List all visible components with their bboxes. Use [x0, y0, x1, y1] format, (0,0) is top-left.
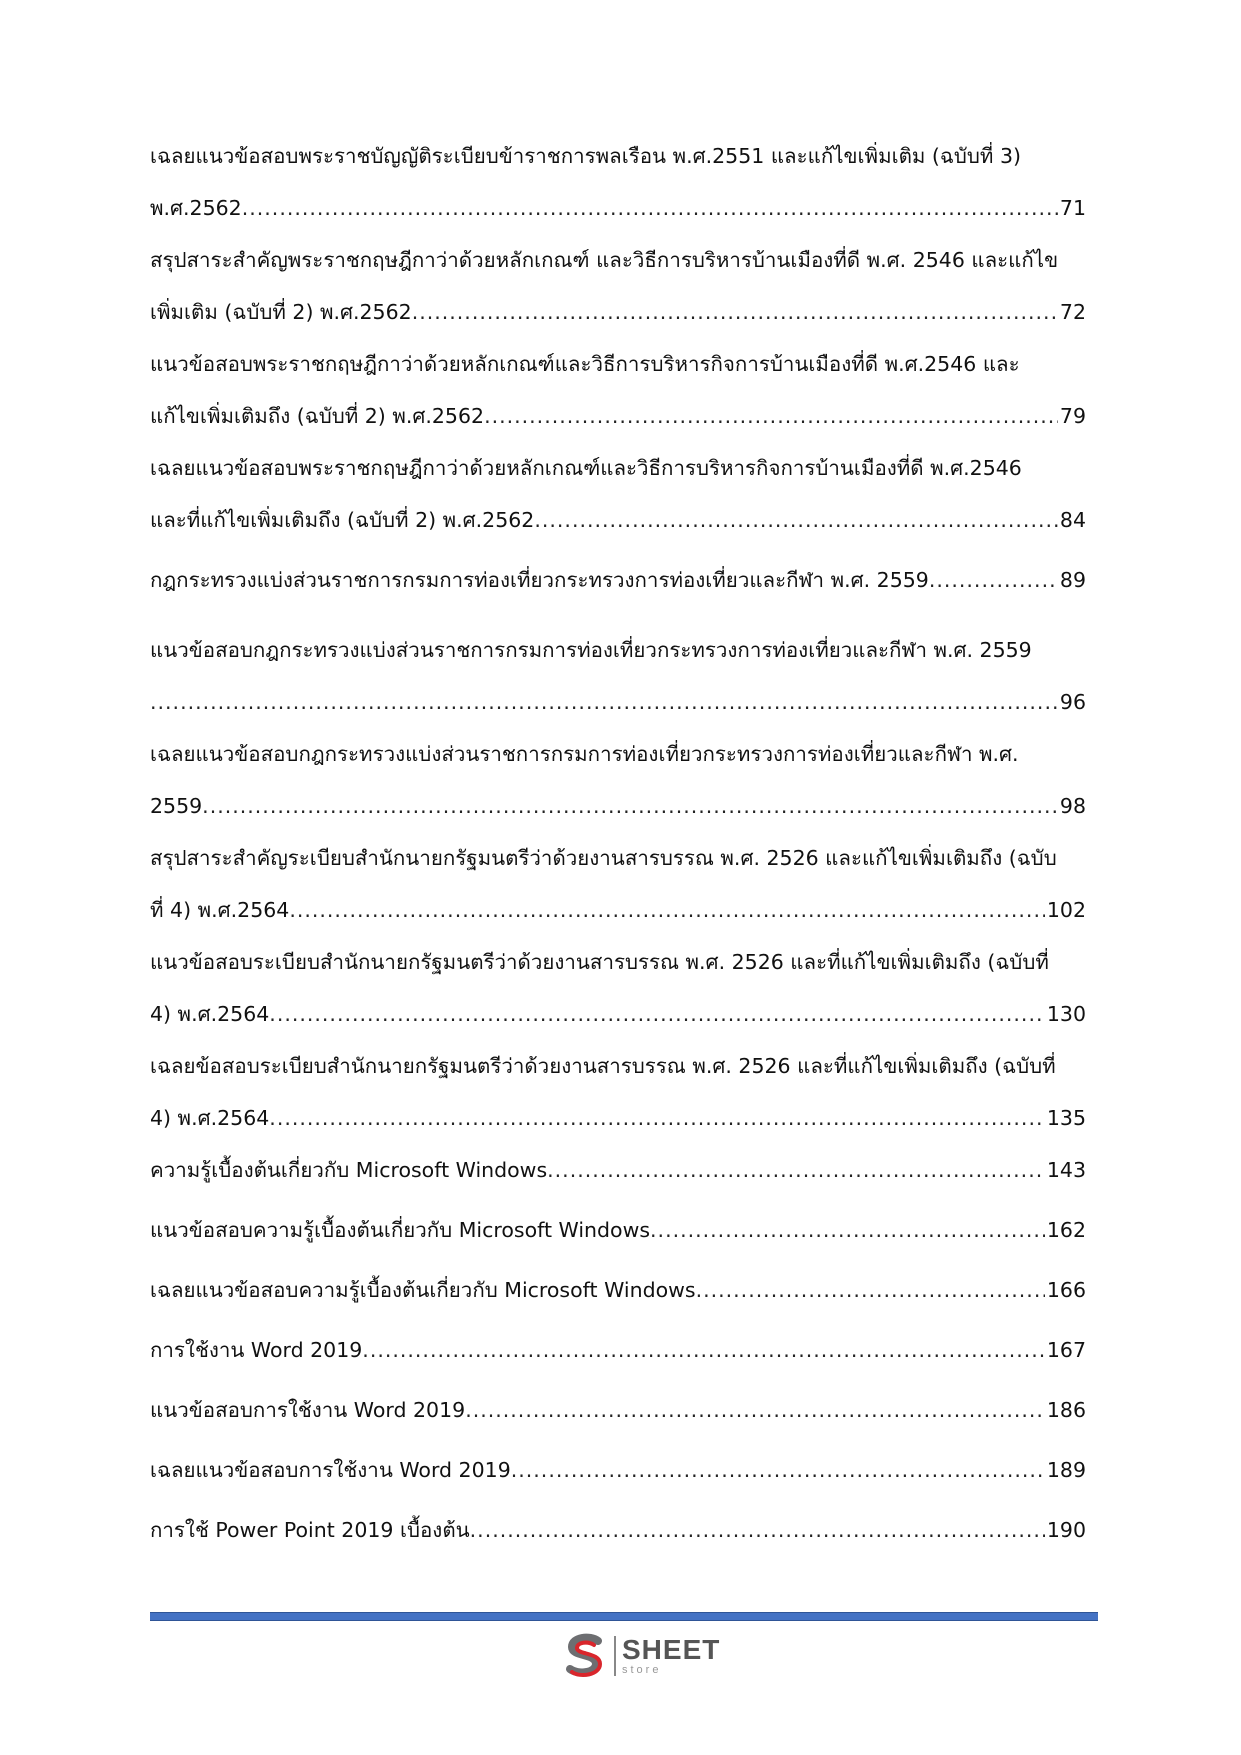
toc-page-number: 96 — [1059, 690, 1086, 714]
toc-entry[interactable] — [150, 454, 1086, 534]
toc-page-number: 79 — [1059, 404, 1086, 428]
logo-brand: SHEET — [622, 1634, 721, 1665]
toc-entry-title-line1: เฉลยแนวข้อสอบพระราชบัญญัติระเบียบข้าราชการพลเรือน พ.ศ.2551 และแก้ไขเพิ่มเติม (ฉบับที่ 3) — [150, 144, 1021, 168]
toc-entry-title-line2: แก้ไขเพิ่มเติมถึง (ฉบับที่ 2) พ.ศ.2562 — [150, 404, 485, 428]
toc-entry[interactable] — [150, 1276, 1086, 1304]
toc-page-number: 166 — [1046, 1278, 1086, 1302]
toc-entry-title-line1: เฉลยแนวข้อสอบพระราชกฤษฎีกาว่าด้วยหลักเกณฑ์และวิธีการบริหารกิจการบ้านเมืองที่ดี พ.ศ.2546 — [150, 456, 1022, 480]
toc-page-number: 190 — [1046, 1518, 1086, 1542]
toc-entry[interactable] — [150, 1516, 1086, 1544]
logo-subtitle: store — [622, 1664, 662, 1676]
dot-leader — [696, 1276, 1045, 1304]
toc-entry-title-line1: สรุปสาระสำคัญระเบียบสำนักนายกรัฐมนตรีว่าด้วยงานสารบรรณ พ.ศ. 2526 และแก้ไขเพิ่มเติมถึง (ฉบับ — [150, 846, 1057, 870]
toc-entry-title-line1: เฉลยแนวข้อสอบกฎกระทรวงแบ่งส่วนราชการกรมการท่องเที่ยวกระทรวงการท่องเที่ยวและกีฬา พ.ศ. — [150, 742, 1019, 766]
toc-entry[interactable] — [150, 1216, 1086, 1244]
toc-entry-title-line2: เพิ่มเติม (ฉบับที่ 2) พ.ศ.2562 — [150, 300, 412, 324]
toc-page-number: 89 — [1059, 568, 1086, 592]
toc-entry-title-line2: 4) พ.ศ.2564 — [150, 1002, 270, 1026]
toc-entry[interactable] — [150, 1052, 1086, 1132]
toc-entry-title: การใช้ Power Point 2019 เบื้องต้น — [150, 1518, 470, 1542]
toc-entry[interactable] — [150, 1396, 1086, 1424]
toc-page-number: 143 — [1046, 1158, 1086, 1182]
dot-leader — [412, 298, 1058, 326]
toc-entry[interactable] — [150, 350, 1086, 430]
toc-entry[interactable] — [150, 844, 1086, 924]
toc-entry-title-line1: สรุปสาระสำคัญพระราชกฤษฎีกาว่าด้วยหลักเกณฑ์ และวิธีการบริหารบ้านเมืองที่ดี พ.ศ. 2546 และแก้ไข — [150, 248, 1059, 272]
toc-page-number: 84 — [1059, 508, 1086, 532]
footer-rule — [150, 1612, 1098, 1621]
toc-entry-title-line1: แนวข้อสอบระเบียบสำนักนายกรัฐมนตรีว่าด้วยงานสารบรรณ พ.ศ. 2526 และที่แก้ไขเพิ่มเติมถึง (ฉบับที่ — [150, 950, 1049, 974]
toc-page-number: 72 — [1059, 300, 1086, 324]
toc-entry-title: เฉลยแนวข้อสอบความรู้เบื้องต้นเกี่ยวกับ Microsoft Windows — [150, 1278, 696, 1302]
dot-leader — [534, 506, 1058, 534]
sheet-store-logo — [560, 1630, 740, 1682]
toc-page-number: 130 — [1046, 1002, 1086, 1026]
toc-entry-title: ความรู้เบื้องต้นเกี่ยวกับ Microsoft Windows — [150, 1158, 548, 1182]
toc-entry-title: การใช้งาน Word 2019 — [150, 1338, 363, 1362]
dot-leader — [547, 1156, 1045, 1184]
sheet-store-s-icon — [560, 1631, 610, 1681]
dot-leader — [362, 1336, 1045, 1364]
toc-entry[interactable] — [150, 1336, 1086, 1364]
dot-leader — [470, 1516, 1045, 1544]
dot-leader — [269, 1104, 1045, 1132]
toc-entry[interactable] — [150, 1156, 1086, 1184]
toc-entry-title-line2: 4) พ.ศ.2564 — [150, 1106, 270, 1130]
dot-leader — [289, 896, 1045, 924]
toc-entry-title: เฉลยแนวข้อสอบการใช้งาน Word 2019 — [150, 1458, 511, 1482]
toc-entry[interactable] — [150, 948, 1086, 1028]
toc-entry-title: แนวข้อสอบการใช้งาน Word 2019 — [150, 1398, 466, 1422]
toc-entry-title: แนวข้อสอบความรู้เบื้องต้นเกี่ยวกับ Microsoft Windows — [150, 1218, 651, 1242]
dot-leader — [465, 1396, 1045, 1424]
toc-page-number: 98 — [1059, 794, 1086, 818]
dot-leader — [242, 194, 1058, 222]
toc-page-number: 71 — [1059, 196, 1086, 220]
toc-entry-title-line1: เฉลยข้อสอบระเบียบสำนักนายกรัฐมนตรีว่าด้วยงานสารบรรณ พ.ศ. 2526 และที่แก้ไขเพิ่มเติมถึง (ฉบับที่ — [150, 1054, 1056, 1078]
toc-entry-title-line2: 2559 — [150, 794, 203, 818]
toc-entry[interactable] — [150, 1456, 1086, 1484]
toc-page-number: 135 — [1046, 1106, 1086, 1130]
toc-entry[interactable] — [150, 246, 1086, 326]
toc-entry-title-line2: พ.ศ.2562 — [150, 196, 242, 220]
dot-leader — [650, 1216, 1045, 1244]
dot-leader — [269, 1000, 1045, 1028]
dot-leader — [202, 792, 1058, 820]
toc-entry-title-line1: แนวข้อสอบพระราชกฤษฎีกาว่าด้วยหลักเกณฑ์และวิธีการบริหารกิจการบ้านเมืองที่ดี พ.ศ.2546 และ — [150, 352, 1020, 376]
toc-entry-title-line2: ที่ 4) พ.ศ.2564 — [150, 898, 290, 922]
logo-separator — [614, 1636, 616, 1676]
toc-entry-title-line2: และที่แก้ไขเพิ่มเติมถึง (ฉบับที่ 2) พ.ศ.2562 — [150, 508, 535, 532]
toc-page-number: 167 — [1046, 1338, 1086, 1362]
toc-entry-title: กฎกระทรวงแบ่งส่วนราชการกรมการท่องเที่ยวกระทรวงการท่องเที่ยวและกีฬา พ.ศ. 2559 — [150, 568, 929, 592]
toc-page-number: 102 — [1046, 898, 1086, 922]
toc-page-number: 186 — [1046, 1398, 1086, 1422]
toc-entry[interactable] — [150, 566, 1086, 594]
toc-entry-title-line1: แนวข้อสอบกฎกระทรวงแบ่งส่วนราชการกรมการท่องเที่ยวกระทรวงการท่องเที่ยวและกีฬา พ.ศ. 2559 — [150, 638, 1032, 662]
toc-entry[interactable] — [150, 142, 1086, 222]
toc-page-number: 162 — [1046, 1218, 1086, 1242]
toc-page-number: 189 — [1046, 1458, 1086, 1482]
dot-leader — [511, 1456, 1045, 1484]
dot-leader — [929, 566, 1058, 594]
dot-leader — [484, 402, 1058, 430]
toc-entry[interactable] — [150, 636, 1086, 716]
dot-leader — [150, 688, 1058, 716]
toc-entry[interactable] — [150, 740, 1086, 820]
